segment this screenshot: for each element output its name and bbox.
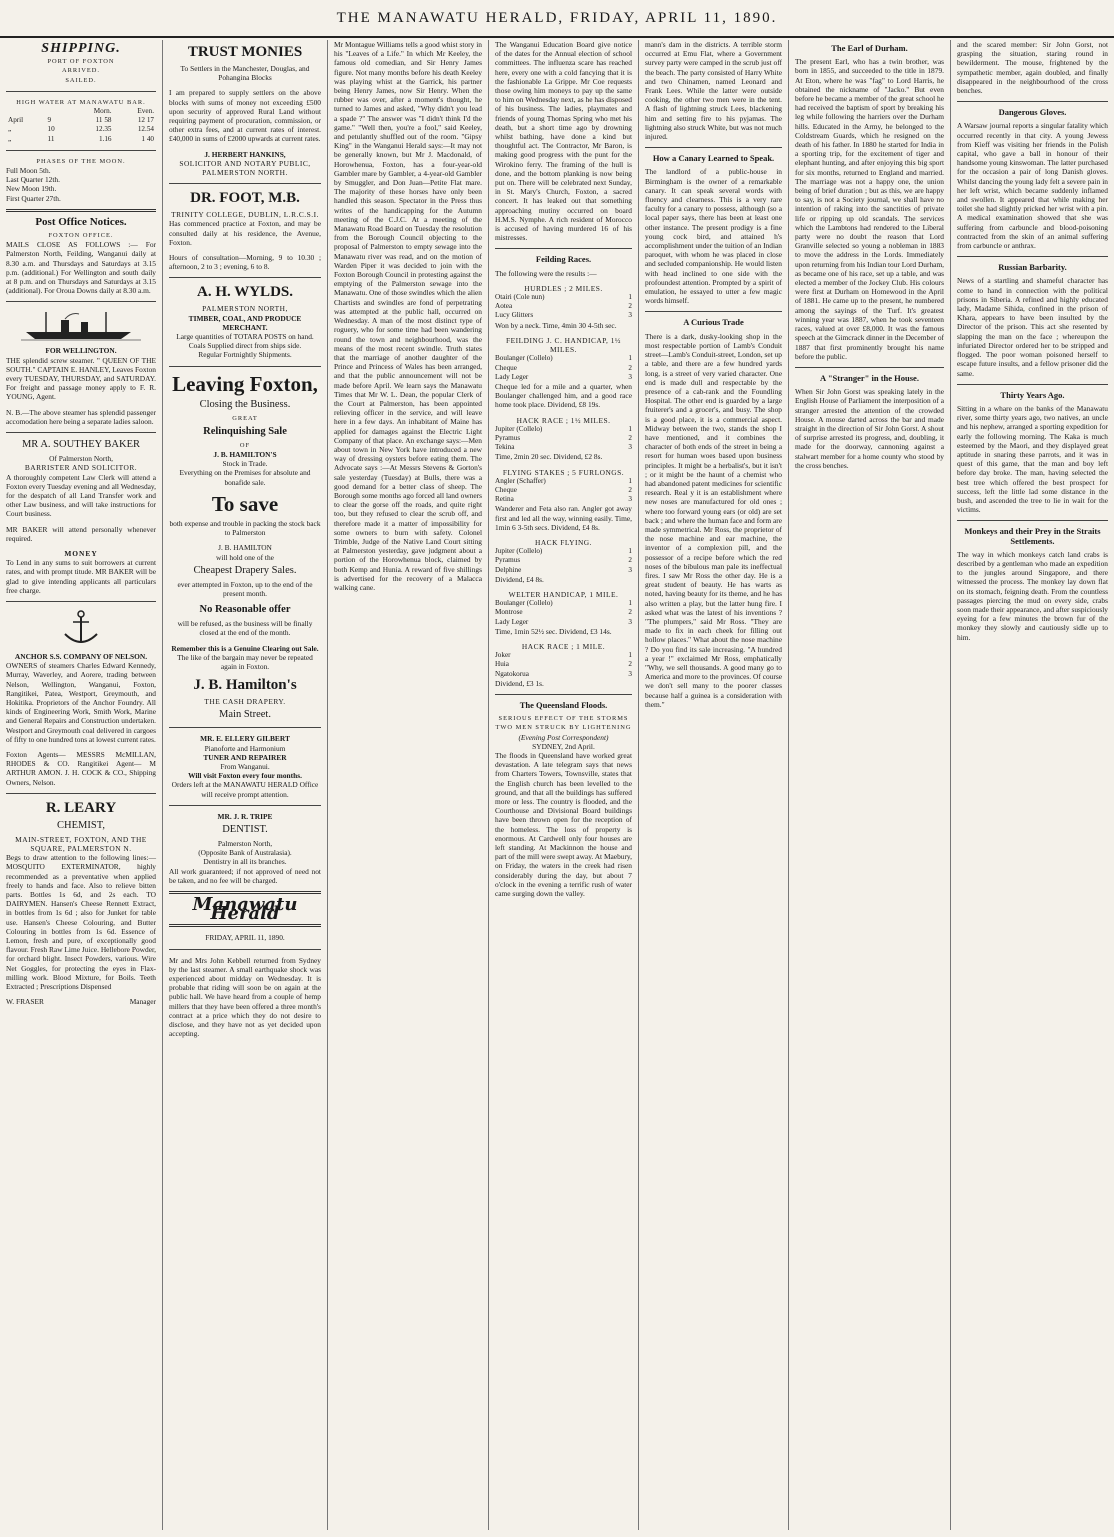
table-row: „ 11 1.16 1 40 xyxy=(8,134,154,143)
column-3 xyxy=(327,40,488,1530)
foot-name: DR. FOOT, M.B. xyxy=(190,190,300,207)
ellery-from: From Wanganui. xyxy=(220,761,270,771)
mouse-text: and the scared member: Sir John Gorst, not grasping the situation, staring round in bewilderment. The mouse, frightened by the sympathetic member, again doubled, and finally disappeared in the neighbourhood of the cross benches. xyxy=(957,40,1108,96)
feilding-intro: The following were the results :— xyxy=(495,268,597,278)
anchor-text: OWNERS of steamers Charles Edward Kennedy, Murray, Waverley, and Aorere, trading between Nelson, Wellington, Wanganui, Foxton, Rangitikei, Patea, Westport, Greymouth, and Hokitika. Proprietors of the Anchor Foundry. All kinds of Engineering Work, Smith Work, Marine and General Repairs and Construction undertaken. Westport and Greymouth coal delivered in cargoes of fifty to one hundred tons at lowest current rates. xyxy=(6,661,156,744)
wylds-loc: PALMERSTON NORTH, xyxy=(202,304,288,314)
wylds-text2: Coals Supplied direct from ships side. xyxy=(188,341,302,351)
port-label: PORT OF FOXTON xyxy=(47,58,115,66)
table-row: „ 10 12.35 12.54 xyxy=(8,125,154,134)
storm-text: mann's dam in the districts. A terrible storm occurred at Emu Flat, where a Government survey party were camped in the scrub just off the beach. The party consisted of Harry White and two Chinamen, named Leonard and Frank Lees. While the latter were outside cooking, the other two men were in the tent. A flash of lightning struck Lees, blackening him and setting fire to his pyjamas. The lightning also struck White, but was not much injured. xyxy=(645,40,782,142)
baker-name: MR A. SOUTHEY BAKER xyxy=(21,439,141,451)
leary-name: R. LEARY xyxy=(45,799,117,816)
canary-text: The landlord of a public-house in Birmingham is the owner of a remarkable canary. It can speak several words with fluency and clearness. This is a very rare faculty for a canary to possess, although (so a local paper says, there has been at least one other instance. The present prodigy is a fine young cock bird, and attained h's accomplishment under the tuition of an Indian paroquet, with whom he was placed in close and secluded companionship. He would listen with head inclined to one side with the profoundest attention. Prompted by a spirit of emulation, he essayed to utter a few magic words himself. xyxy=(645,167,782,306)
race-block: HACK FLYING. Jupiter (Collelo) 1 Pyramus 2 Delphine 3 Dividend, £4 8s. xyxy=(495,537,632,584)
anchor-agents: Foxton Agents— MESSRS McMILLAN, RHODES & CO. Rangitikei Agent— M ARTHUR AMON. J. H. COCK & CO., Shipping Owners, Nelson. xyxy=(6,749,156,787)
ellery-orders: Orders left at the MANAWATU HERALD Office will receive prompt attention. xyxy=(171,780,319,799)
hamilton-name-3: J. B. Hamilton's xyxy=(193,677,297,694)
sailed-label: SAILED. xyxy=(65,76,97,84)
stock-label: Stock in Trade. xyxy=(222,459,268,469)
no-offer: No Reasonable offer xyxy=(199,604,291,616)
steamer-nb: N. B.—The above steamer has splendid passenger accomodation here being a separate ladies saloon. xyxy=(6,407,156,426)
to-save-text: both expense and trouble in packing the stock back to Palmerston xyxy=(169,518,321,538)
baker-text2: MR BAKER will attend personally whenever required. xyxy=(6,524,156,543)
baker-text: A thoroughly competent Law Clerk will attend a Foxton every Tuesday evening and all Wednesday, for the despatch of all Land Transfer work and other Law business, and will take instructions for Court business. xyxy=(6,472,156,519)
cash-drapery: THE CASH DRAPERY. xyxy=(204,697,286,707)
thirty-text: Sitting in a whare on the banks of the Manawatu river, some thirty years ago, two natives, an uncle and his nephew, arranged a sporting expedition for early the following morning. The Kaka is much esteemed by the Maori, and they displayed great aptitude in snaring these parrots, and it was in quest of this game, that the man and boy left before day broke. The man, having selected the best tree which offered the best prospect for success, left the little lad some distance in the bush, and ascended the tree to lie in wait for the victims. xyxy=(957,403,1108,515)
post-office-text: MAILS CLOSE AS FOLLOWS :— For Palmerston North, Feilding, Wanganui daily at 8.30 a.m. and Thursdays and Saturdays at 3.15 p.m. (additional.) For Wellington and south daily at 8 p.m. and on Thursdays and Saturdays at 3.15 (additional). For Oroua Downs daily at 8.30 a.m. xyxy=(6,240,156,296)
high-water-title: HIGH WATER AT MANAWATU BAR. xyxy=(16,98,146,106)
table-row: Joker 1 xyxy=(495,651,632,660)
great-label: GREAT xyxy=(232,414,258,422)
canary-title: How a Canary Learned to Speak. xyxy=(652,153,775,164)
table-row: Lady Leger 3 xyxy=(495,617,632,626)
table-row: Aotea 2 xyxy=(495,302,632,311)
shipping-title: SHIPPING. xyxy=(41,41,121,56)
table-row: Lady Leger 3 xyxy=(495,372,632,381)
hamilton-name-2: J. B. HAMILTON xyxy=(218,543,272,553)
column-4 xyxy=(488,40,638,1530)
moon-phase: Full Moon 5th. xyxy=(6,166,51,176)
column-2 xyxy=(162,40,327,1530)
table-row: Jupiter (Collelo) 1 xyxy=(495,547,632,556)
race-block: HACK RACE ; 1 MILE. Joker 1 Huia 2 Ngatokorua 3 Dividend, £3 1s. xyxy=(495,641,632,688)
table-row: Angler (Schaffer) 1 xyxy=(495,476,632,485)
foot-sub: TRINITY COLLEGE, DUBLIN, L.R.C.S.I. xyxy=(171,210,319,220)
hankins-sub: SOLICITOR AND NOTARY PUBLIC, PALMERSTON NORTH. xyxy=(179,158,311,178)
tripe-loc: Palmerston North, xyxy=(217,838,273,848)
column-1 xyxy=(0,40,162,1530)
foot-text: Has commenced practice at Foxton, and may be consulted daily at his residence, the Avenue, Foxton. xyxy=(169,219,321,247)
moon-phase: Last Quarter 12th. xyxy=(6,175,60,185)
main-street: Main Street. xyxy=(219,709,271,721)
like-text: The like of the bargain may never be repeated again in Foxton. xyxy=(177,652,313,671)
wylds-text3: Regular Fortnightly Shipments. xyxy=(198,350,292,360)
news-paragraphs: The Wanganui Education Board give notice of the dates for the Annual election of school committees. The influenza scare has reached here, every one with a cold fancying that it is the fashionable La Grippe. Mr Coe requests those owing him moneys to pay up the same to him on Wednesday next, as he has disposed of his business. The ladies, playmates and friends of young Thomas Spring who met his death, but a short time ago by drowning whilst bathing, have done a kind but thoughtful act. The Contractor, Mr Baron, is making good progress with the punt for the Wirokino ferry. The framing of the hull is done, and the bottom planking is now being put on. There will be celebrated next Sunday, in St. Mary's Church, Foxton, a sacred concert. It has leaked out that something approaching mutiny occurred on board H.M.S. Nymphe. A rich resident of Morocco is accused of having murdered 16 of his mistresses. xyxy=(495,40,632,243)
trust-title: TRUST MONIES xyxy=(187,44,303,60)
closing-business: Closing the Business. xyxy=(199,398,291,410)
russian-title: Russian Barbarity. xyxy=(998,262,1067,273)
race-block: HURDLES ; 2 MILES. Otairi (Cole nun) 1 Aotea 2 Lucy Glitters 3 Won by a neck. Time, 4min 30 4-5th sec. xyxy=(495,283,632,330)
table-row: Ngatokorua 3 xyxy=(495,669,632,678)
table-row: Boulanger (Collelo) 1 xyxy=(495,599,632,608)
ellery-name: MR. E. ELLERY GILBERT xyxy=(200,734,290,744)
stranger-title: A "Stranger" in the House. xyxy=(820,372,919,383)
leaving-foxton: Leaving Foxton, xyxy=(172,371,318,396)
high-water-table: Morn. Even. April 9 11 58 12 17 „ 10 12.35 12.54 „ 11 1.16 1 40 xyxy=(8,107,154,143)
table-row: Pyramus 2 xyxy=(495,556,632,565)
trust-sub: To Settlers in the Manchester, Douglas, and Pohangina Blocks xyxy=(180,64,310,83)
ever-text: ever attempted in Foxton, up to the end of the present month. xyxy=(177,579,313,598)
column-7 xyxy=(950,40,1114,1530)
moon-title: PHASES OF THE MOON. xyxy=(36,157,126,165)
will-hold: will hold one of the xyxy=(216,552,274,562)
russian-text: News of a startling and shameful character has come to hand in connection with the political prisons in Siberia. A refined and highly educated lady, Madame Sihida, confined in the prison of Khara, appears to have been insulted by the Director of the prison. This act she resented by slapping the man on the face ; whereupon the infuriated Director ordered her to be stripped and flogged. The poor woman poisoned herself to escape future insults, and a fellow prisoner did the same. xyxy=(957,276,1108,378)
thirty-title: Thirty Years Ago. xyxy=(1000,389,1065,400)
stranger-text: When Sir John Gorst was speaking lately in the English House of Parliament the interposition of a stranger arrested the attention of the crowded House. A mouse darted across the bar and made straight in the direction of Sir John Gorst. A shout of surprise arrested its progress, and, doubling, it made for the doorway, cannoning against a stalwart member for a home county who stood by the cross benches. xyxy=(795,387,944,470)
table-row: Jupiter (Collelo) 1 xyxy=(495,424,632,433)
qld-text: The floods in Queensland have worked great devastation. A late telegram says that news from Charters Towers, Townsville, states that the English church has been levelled to the ground, and that all the buildings has suffered more or less. The country is flooded, and the Courthouse and Divisional Board buildings have been thrown open for the reception of the homeless. The loss of property is enormous. At Cardwell only four houses are left standing. At Mackinnon the house and part of the mill were swept away. At Maebury, on Friday, the waters in the creek had risen considerably during the day, but about 7 o'clock in the evening a terrific rush of water came surging down the valley. xyxy=(495,751,632,899)
earl-text: The present Earl, who has a twin brother, was born in 1855, and succeeded to the title in 1879. At Eton, where he was "fag" to Lord Harris, he obtained the nickname of "Jacko." But even before he became a member of the great school he had received the baptism of sport by breaking his leg while following the harriers over the Durham hills. Educated in the Army, he belonged to the Coldstream Guards, which he resigned on the death of his father. In 1880 he started for India in a sporting trip, for the excitement of tiger and elephant hunting, and after enjoying this big sport for six months, returned to England and married. The marriage was not a happy one, the union being of brief duration ; but as this, we are happy to say, is not a Society journal, we shall have no intention of raking into the sanctities of private life or ripping up old scandals. The services which the Lambtons had rendered to the Liberal party were no doubt the reason that Lord Granville selected so young a nobleman in 1883 to move the address in the Lords. Immediately upon returning from his Indian tour Lord Durham, as became one of his race, set up a table, and was elected a member of the Jockey Club. His colours were first at Durham on Homewood in the April of 1881. He came up to the present, he numbered among the sayings of the Turf. It's greatest winning year was 1887, when he took seventeen races, valued at over £8,000. It was the famous speech at the Gimcrack dinner in the December of 1887 that first prominently brought his name before the public. xyxy=(795,57,945,361)
ellery-visit: Will visit Foxton every four months. xyxy=(188,771,302,781)
everything-text: Everything on the Premises for absolute and bonafide sale. xyxy=(179,468,311,487)
race-block: HACK RACE ; 1½ MILES. Jupiter (Collelo) 1 Pyramus 2 Tekina 3 Time, 2min 20 sec. Dividend, £2 8s. xyxy=(495,415,632,462)
leary-signature: W. FRASER Manager xyxy=(6,997,156,1007)
monkeys-title: Monkeys and their Prey in the Straits Settlements. xyxy=(964,526,1101,546)
gloves-text: A Warsaw journal reports a singular fatality which occurred recently in that city. A young Jewess from Kieff was visiting her friends in the Polish capital, who gave a ball in honour of their handsome young kinswoman. The latter purchased for the occasion a pair of long Danish gloves. Whilst dancing the young lady felt a severe pain in her left wrist, which became suddenly inflamed and swollen. It appeared that while making her toilet she had slightly pricked her wrist with a pin. A medical examination showed that she was suffering from carbuncle and blood-poisoning contracted from the skin of an animal suffering from carbuncle or anthrax. xyxy=(957,121,1108,251)
herald-banner: Manawatu Herald xyxy=(192,893,298,925)
wylds-name: A. H. WYLDS. xyxy=(197,284,293,301)
post-office-sub: FOXTON OFFICE. xyxy=(48,232,114,240)
steamer-text: THE splendid screw steamer. " QUEEN OF THE SOUTH." CAPTAIN E. HANLEY, Leaves Foxton every TUESDAY, THURSDAY, and SATURDAY. For freight and passage money apply to F. R. YOUNG, Agent. xyxy=(6,355,156,402)
table-row: Retina 3 xyxy=(495,495,632,504)
baker-loc: Of Palmerston North, xyxy=(49,454,113,464)
of-label: OF xyxy=(239,441,251,449)
table-row: Pyramus 2 xyxy=(495,433,632,442)
ellery-tuner: TUNER AND REPAIRER xyxy=(203,752,287,762)
moon-phase: New Moon 19th. xyxy=(6,184,57,194)
herald-date: FRIDAY, APRIL 11, 1890. xyxy=(205,933,285,943)
table-row: Cheque 2 xyxy=(495,363,632,372)
ellery-sub: Pianoforte and Harmonium xyxy=(204,743,286,753)
table-row: Lucy Glitters 3 xyxy=(495,311,632,320)
race-block: FLYING STAKES ; 5 FURLONGS. Angler (Schaffer) 1 Cheque 2 Retina 3 Wanderer and Feta also ran. Angler got away first and led all the way, winning easily. Time, 1min 6 3-5th secs. Dividend, £4 8s. xyxy=(495,467,632,532)
cheapest-sales: Cheapest Drapery Sales. xyxy=(193,564,297,576)
table-row: Cheque 2 xyxy=(495,485,632,494)
money-text: To Lend in any sums to suit borrowers at current rates, and with prompt titude. MR BAKER will be glad to give intending applicants all particulars free charge. xyxy=(6,558,156,595)
table-row: Delphine 3 xyxy=(495,565,632,574)
tripe-opp: (Opposite Bank of Australasia). xyxy=(198,848,292,858)
tripe-name: MR. J. R. TRIPE xyxy=(217,811,273,821)
anchor-icon xyxy=(51,608,111,648)
qld-title: The Queensland Floods. xyxy=(519,700,608,710)
remember-text: Remember this is a Genuine Clearing out Sale. xyxy=(171,643,319,653)
qld-corr: (Evening Post Correspondent) xyxy=(518,732,609,742)
post-office-title: Post Office Notices. xyxy=(35,215,127,228)
qld-date: SYDNEY, 2nd April. xyxy=(532,741,595,751)
qld-sub: SERIOUS EFFECT OF THE STORMS TWO MEN STRUCK BY LIGHTENING xyxy=(495,715,632,732)
race-block: WELTER HANDICAP, 1 MILE. Boulanger (Collelo) 1 Montrose 2 Lady Leger 3 Time, 1min 52½ sec. Dividend, £3 14s. xyxy=(495,589,632,636)
anchor-title: ANCHOR S.S. COMPANY OF NELSON. xyxy=(14,651,148,661)
relinquishing-sale: Relinquishing Sale xyxy=(203,425,287,437)
feilding-title: Feilding Races. xyxy=(535,254,592,265)
money-title: MONEY xyxy=(64,548,98,558)
wellington-title: FOR WELLINGTON. xyxy=(45,346,117,356)
dentist-label: DENTIST. xyxy=(222,823,268,835)
trust-body: I am prepared to supply settlers on the above blocks with sums of money not exceeding £500 upon security of approved Rural Land without requiring payment of procuration, commission, or other extra fees, and at current rates of interest. £40,000 in sums of £2000 upwards at current rates. xyxy=(169,88,321,144)
moon-phase: First Quarter 27th. xyxy=(6,193,61,203)
masthead xyxy=(0,0,1114,38)
column-5 xyxy=(638,40,788,1530)
table-row: Huia 2 xyxy=(495,660,632,669)
hankins-name: J. HERBERT HANKINS, xyxy=(204,149,286,159)
news-paragraphs: Mr Montague Williams tells a good whist story in his "Leaves of a Life." In which Mr Keeley, the famous old comedian, and Sir Henry James figure. Not many months before his death Keeley was playing whist at the Garrick, his partner being Henry James, now Sir Henry. When the rubber was over, after a moment's thought, he turned to James and asked, "Why didn't you lead a spade ?" The answer was "I didn't think I'd the game." "Well then, you're a fool," said Keeley, and petulantly shuffled out of the room. "Gipsy King" in the Wanganui Herald says:—It may not be generally known, but Mr J. Macdonald, of Horowhenua, Foxton, has a four-year-old Gambler mare by Gambler, a 4-year-old Gambler by Smuggler, and Don Juan—Petite Flat mare. The majority of these horses have only been handled this season. Spectator in the Press thus writes of the handicapping for the Autumn meeting of the C.J.C. At a meeting of the Manawatu Road Board on Tuesday the resolution from the Borough Council objecting to the proposal of Palmerston to empty sewage into the Manawatu river was read, and on the motion of Warden Piper it was decided to join with the Foxton Borough Council in protesting against the emptying of the Palmerston sewage into the Manawatu. One of those swindles which the alien Chartists and swindles are fond of perpetrating was attempted at the public hall, occurred on Wednesday. A man of the most distinct type of roguery, who for some time had been wandering round the town and neighbourhood, was the means of the most recent swindle. Truth states that the marriage of another daughter of the Prince and Princess of Wales has been arranged, and that the public announcement will not be made before April. We learn says the Manawatu Times that Mr W. L. Dean, the popular Clerk of the Court at Palmerston, has been appointed relieving officer in the service, and will leave here in a few days. An inhabitant of Maine has applied for damages against the Electric Light Company of that place. An exchange says:—Men about town in New York have introduced a new way of dressing oysters before eating them. The Advocate says :—At Messrs Stevens & Gorton's sale yesterday (Tuesday) at Bulls, there was a good demand for a better class of sheep. The Borough some months ago forced all land owners to clear the gorse off the roads, and quite right too, but they refused to clear the scrub off, and therefore made it a matter of impossibility for some owners to burn with safety. Colonel Trimble, Judge of the Native Land Court sitting at Palmerston yesterday, gave judgment about a portion of the Horowhenua block, claimed by both Kemp and Hunia. A reward of five shillings is advertised for the recovery of a Malacca walking cane. xyxy=(334,40,482,592)
wylds-trade: TIMBER, COAL, AND PRODUCE MERCHANT. xyxy=(188,313,302,332)
steamship-icon xyxy=(21,308,141,342)
gloves-title: Dangerous Gloves. xyxy=(998,107,1067,118)
herald-text: Mr and Mrs John Kebbell returned from Sydney by the last steamer. A small earthquake shock was experienced about midday on Wednesday. It is probable that riding will soon be on again at the public hall. We have heard from a couple of hemp millers that they have been offered a three month's contract at a price which they do not desire to disclose, and they have not as yet decided upon accepting. xyxy=(169,955,321,1039)
leary-title: CHEMIST, xyxy=(57,819,105,831)
wylds-text: Large quantities of TOTARA POSTS on hand. xyxy=(176,332,314,342)
tripe-text2: All work guaranteed; if not approved of need not be taken, and no fee will be charged. xyxy=(169,866,321,885)
table-row: April 9 11 58 12 17 xyxy=(8,116,154,125)
table-row: Tekina 3 xyxy=(495,443,632,452)
tripe-text: Dentistry in all its branches. xyxy=(203,857,287,867)
race-block: FEILDING J. C. HANDICAP, 1½ MILES. Boulanger (Collelo) 1 Cheque 2 Lady Leger 3 Cheque led for a mile and a quarter, when Boulanger challenged him, and a good race home took place. Dividend, £8 19s. xyxy=(495,335,632,410)
table-row: Montrose 2 xyxy=(495,608,632,617)
curious-text: There is a dark, dusky-looking shop in the most respectable portion of Lamb's Conduit street—Lamb's Conduit-street, London, set up a table, and there are a few hundred yards long, is a street of very varied character. One end is made dull and respectable by the presence of a cab-rank and the Foundling Hospital. The other end is guarded by a large fruiterer's and a grocer's, and busy. The shop is a good place, it is a commercial aspect. Midway between the two, stands the shop I have mentioned, and it combines the character of both ends of the street in being a resort for human woes based upon business principles. It might be a herbalist's, but it isn't ; or it might be the haunt of a chemist who had abandoned patent medicines for scientific research. Real y it is an establishment where new noses are manufactured for old ones ; where too forward young ears (or old) are set back ; and where the human face and form are made symmetrical. Mr Ross, the proprietor of the nose machine and ear machine, the inventor of a complexion pill, and the possessor of a recipe before which the red noses of the bibulous man pale its ineffectual fires. I saw Mr Ross the other day. He is a great student of beauty. He has warts as noted, having beauty for its theme, and he has also written a play, but the latter hung fire. I asked what was the latest of his inventions ? "The plumpers," said Mr Ross. "They are made to fix in each cheek for filling out hollow places." What about the nose machine ? Do you find its sale increasing. "A hundred a year !" exclaimed Mr Ross, emphatically "Why, we sell thousands. A good many go to America and more to the provinces. Of course we don't sell many to the poorer classes because half a guinea is a consideration with them." xyxy=(645,331,782,709)
table-row: Boulanger (Collelo) 1 xyxy=(495,354,632,363)
column-6 xyxy=(788,40,950,1530)
hamilton-name: J. B. HAMILTON'S xyxy=(213,450,277,460)
curious-title: A Curious Trade xyxy=(683,317,744,328)
leary-addr: MAIN-STREET, FOXTON, AND THE SQUARE, PALMERSTON N. xyxy=(15,834,147,853)
earl-title: The Earl of Durham. xyxy=(831,43,908,53)
leary-text: Begs to draw attention to the following lines:— MOSQUITO EXTERMINATOR, highly recommended as a preventative when applied freely to hands and face. Also to relieve bitten parts. Bottles 1s 6d, and 2s each. TO DAIRYMEN. Hansen's Cheese Rennett Extract, in bottles from 1s 6d ; also for Junket for table use. Hansen's Cheese Colouring, and Butter Colouring in bottles from 1s 6d. Essence of Lemon, fresh and pure, of exceptionally good flavour. Fresh Raw Lime Juice. Hellebore Powder, for orchard blight. Insect Powders, various. Wire Net Goggles, for protecting the eyes in Flax-milling work. Blood Mixture, for Boils. Teeth Extracted ; Prescriptions Dispensed xyxy=(6,853,156,992)
masthead-title: THE MANAWATU HERALD, FRIDAY, APRIL 11, 1890. xyxy=(336,10,778,26)
table-row: Otairi (Cole nun) 1 xyxy=(495,293,632,302)
foot-hours: Hours of consultation—Morning, 9 to 10.30 ; afternoon, 2 to 3 ; evening, 6 to 8. xyxy=(169,253,321,272)
to-save: To save xyxy=(211,491,279,516)
no-offer-text: will be refused, as the business will be finally closed at the end of the month. xyxy=(177,619,313,638)
baker-title: BARRISTER AND SOLICITOR. xyxy=(24,463,138,473)
monkeys-text: The way in which monkeys catch land crabs is described by a gentleman who made an expedition to the jungles around Singapore, and there witnessed the process. The monkey lay down flat on its stomach, feigning death. From the countless passages piercing the mud on every side, crabs soon made their appearance, and after suspiciously eyeing for a few minutes the brown fur of the monkey they slowly and cautiously sidle up to him. xyxy=(957,549,1108,642)
arrived-label: ARRIVED. xyxy=(62,67,100,75)
